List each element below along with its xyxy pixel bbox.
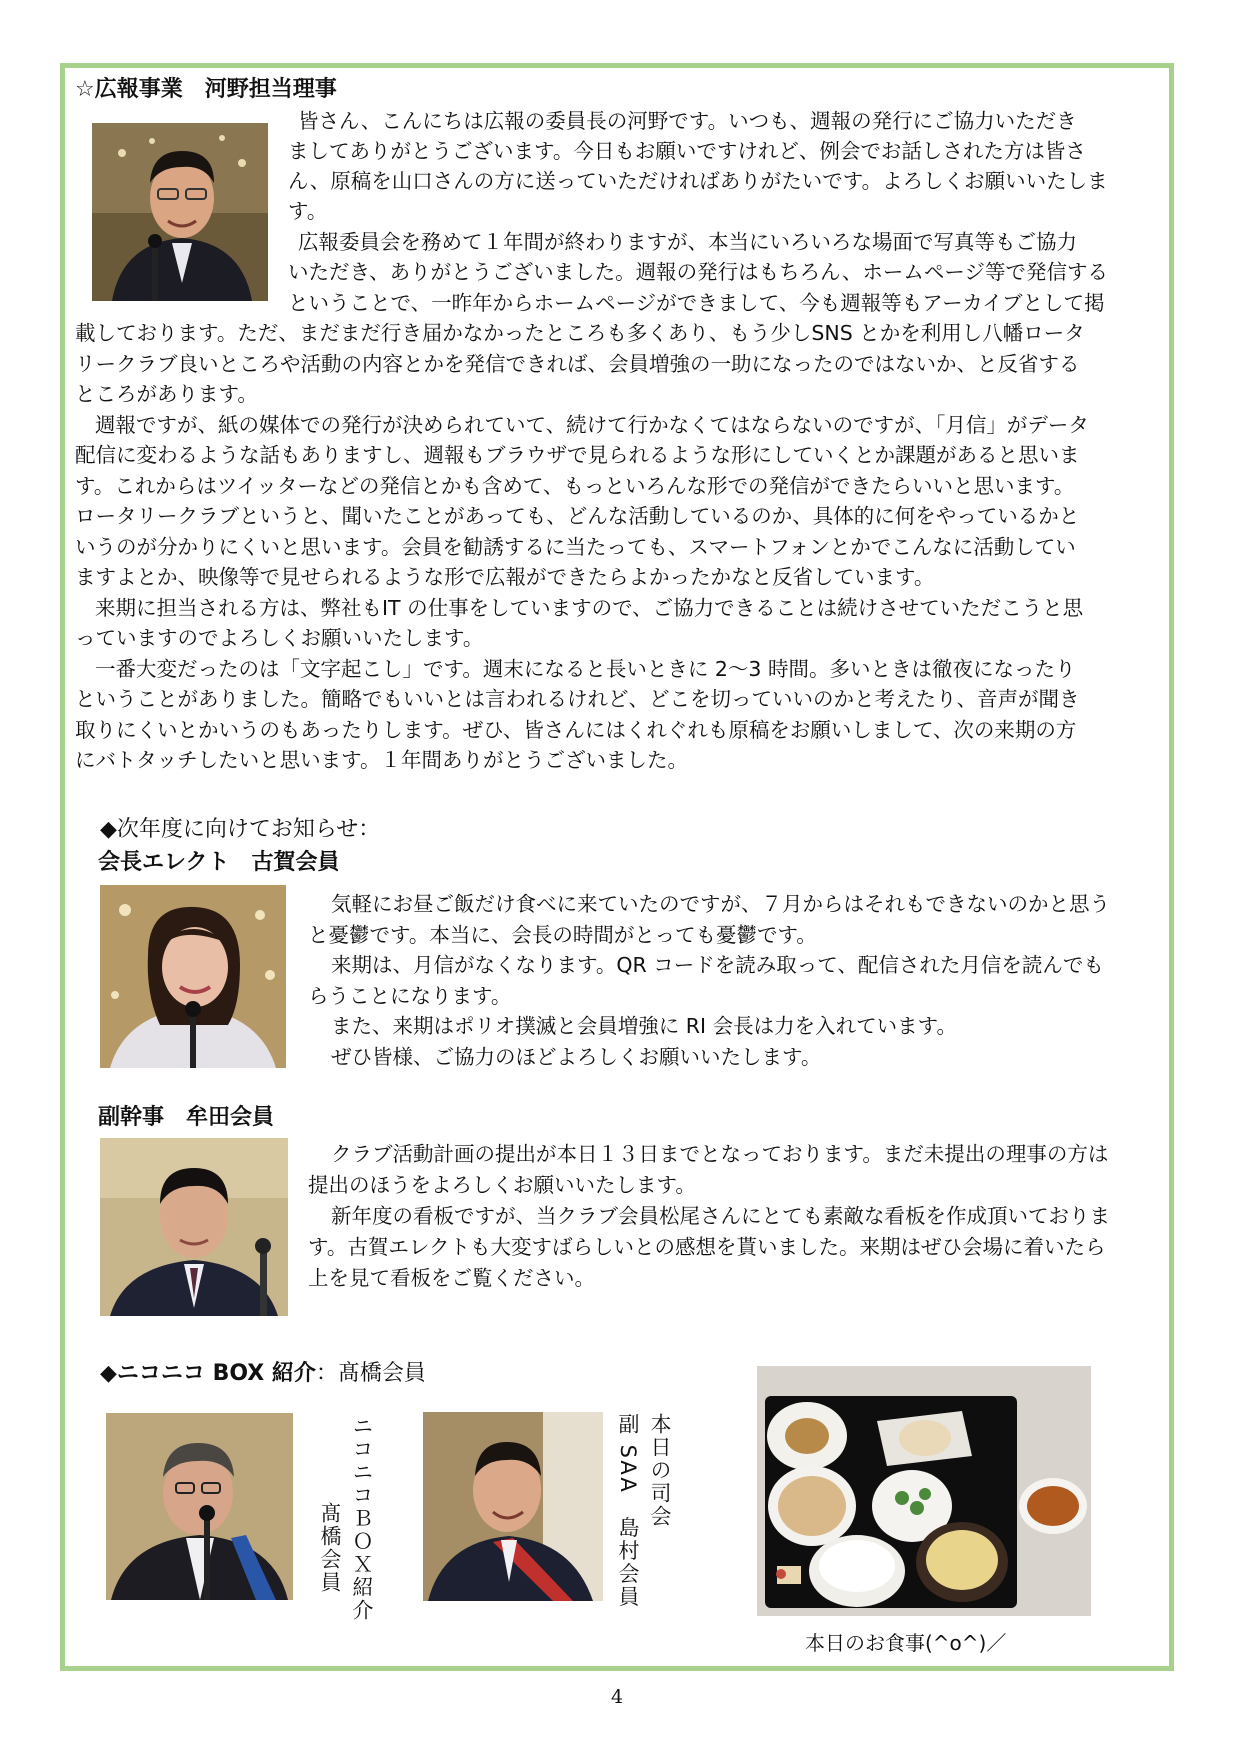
pr-line-18: っていますのでよろしくお願いいたします。: [75, 626, 484, 650]
pr-line-7: ということで、一昨年からホームページができまして、今も週報等もアーカイブとして掲: [288, 291, 1105, 315]
pr-line-6: いただき、ありがとうございました。週報の発行はもちろん、ホームページ等で発信する: [288, 260, 1108, 284]
muta-line-3: 新年度の看板ですが、当クラブ会員松尾さんにとても素敵な看板を作成頂いておりま: [331, 1204, 1110, 1228]
niconico-heading-rest: ：髙橋会員: [315, 1361, 426, 1386]
muta-line-5: 上を見て看板をご覧ください。: [308, 1266, 595, 1290]
niconico-heading: [100, 1359, 426, 1389]
pr-line-5: 広報委員会を務めて１年間が終わりますが、本当にいろいろな場面で写真等もご協力: [298, 230, 1077, 254]
muta-line-2: 提出のほうをよろしくお願いいたします。: [308, 1173, 696, 1197]
pr-line-16: ますよとか、映像等で見せられるような形で広報ができたらよかったかなと反省しています。: [75, 565, 935, 589]
muta-heading: 副幹事 牟田会員: [98, 1105, 275, 1130]
pr-line-12: 配信に変わるような話もありますし、週報もブラウザで見られるような形にしていくとか課題があると思いま: [75, 443, 1080, 467]
caption-todays-mc: 本日の司会: [648, 1413, 672, 1528]
muta-line-4: す。古賀エレクトも大変すばらしいとの感想を貰いました。来期はぜひ会場に着いたら: [308, 1235, 1106, 1259]
pr-line-22: にバトタッチしたいと思います。１年間ありがとうございました。: [75, 748, 688, 772]
photo-takahashi: [106, 1413, 293, 1600]
pr-line-3: ん、原稿を山口さんの方に送っていただければありがたいです。よろしくお願いいたしま: [288, 169, 1108, 193]
pr-line-9: リークラブ良いところや活動の内容とかを発信できれば、会員増強の一助になったのではないか、と反省する: [75, 352, 1080, 376]
koga-line-4: らうことになります。: [308, 984, 512, 1008]
photo-meal: [757, 1366, 1091, 1616]
koga-line-3: 来期は、月信がなくなります。QR コードを読み取って、配信された月信を読んでも: [331, 953, 1104, 977]
pr-line-4: す。: [288, 199, 328, 223]
pr-line-1: 皆さん、こんにちは広報の委員長の河野です。いつも、週報の発行にご協力いただき: [298, 109, 1077, 133]
pr-line-15: いうのが分かりにくいと思います。会員を勧誘するに当たっても、スマートフォンとかでこんなに活動してい: [75, 535, 1076, 559]
photo-kawano: [92, 123, 268, 301]
photo-shimamura: [423, 1412, 603, 1601]
pr-line-17: 来期に担当される方は、弊社もIT の仕事をしていますので、ご協力できることは続けさせていただこうと思: [95, 596, 1084, 620]
caption-niconico-box: ニコニコＢＯＸ紹介: [350, 1415, 374, 1622]
pr-line-10: ところがあります。: [75, 382, 258, 406]
caption-shimamura: 副 SAA 島村会員: [616, 1413, 640, 1609]
pr-line-21: 取りにくいとかいうのもあったりします。ぜひ、皆さんにはくれぐれも原稿をお願いしまして、次の来期の方: [75, 718, 1077, 742]
pr-line-14: ロータリークラブというと、聞いたことがあっても、どんな活動しているのか、具体的に何をやっているかと: [75, 504, 1080, 528]
pr-line-19: 一番大変だったのは「文字起こし」です。週末になると長いときに 2〜3 時間。多いときは徹夜になったり: [95, 657, 1076, 681]
caption-takahashi: 髙橋会員: [318, 1502, 342, 1594]
pr-line-20: ということがありました。簡略でもいいとは言われるけれど、どこを切っていいのかと考えたり、音声が聞き: [75, 687, 1080, 711]
photo-muta: [100, 1138, 288, 1316]
section-heading-pr: ☆広報事業 河野担当理事: [75, 77, 337, 102]
pr-line-13: す。これからはツイッターなどの発信とかも含めて、もっといろんな形での発信ができたらいいと思います。: [75, 474, 1075, 498]
pr-line-8: 載しております。ただ、まだまだ行き届かなかったところも多くあり、もう少しSNS とかを利用し八幡ロータ: [75, 321, 1085, 345]
pr-line-11: 週報ですが、紙の媒体での発行が決められていて、続けて行かなくてはならないのですが、「月信」がデータ: [95, 413, 1089, 437]
koga-line-2: と憂鬱です。本当に、会長の時間がとっても憂鬱です。: [308, 923, 817, 947]
koga-line-6: ぜひ皆様、ご協力のほどよろしくお願いいたします。: [331, 1045, 822, 1069]
niconico-heading-bold: ◆ニコニコ BOX 紹介: [100, 1361, 316, 1386]
page-number: 4: [611, 1686, 624, 1708]
notice-heading: ◆次年度に向けてお知らせ：: [100, 817, 381, 842]
koga-line-1: 気軽にお昼ご飯だけ食べに来ていたのですが、７月からはそれもできないのかと思う: [331, 892, 1110, 916]
photo-koga: [100, 885, 286, 1068]
meal-caption: 本日のお食事(^o^)／: [805, 1631, 1007, 1655]
pr-line-2: ましてありがとうございます。今日もお願いですけれど、例会でお話しされた方は皆さ: [288, 139, 1086, 163]
muta-line-1: クラブ活動計画の提出が本日１３日までとなっております。まだ未提出の理事の方は: [331, 1142, 1109, 1166]
koga-line-5: また、来期はポリオ撲滅と会員増強に RI 会長は力を入れています。: [331, 1014, 957, 1038]
koga-heading: 会長エレクト 古賀会員: [98, 850, 340, 875]
